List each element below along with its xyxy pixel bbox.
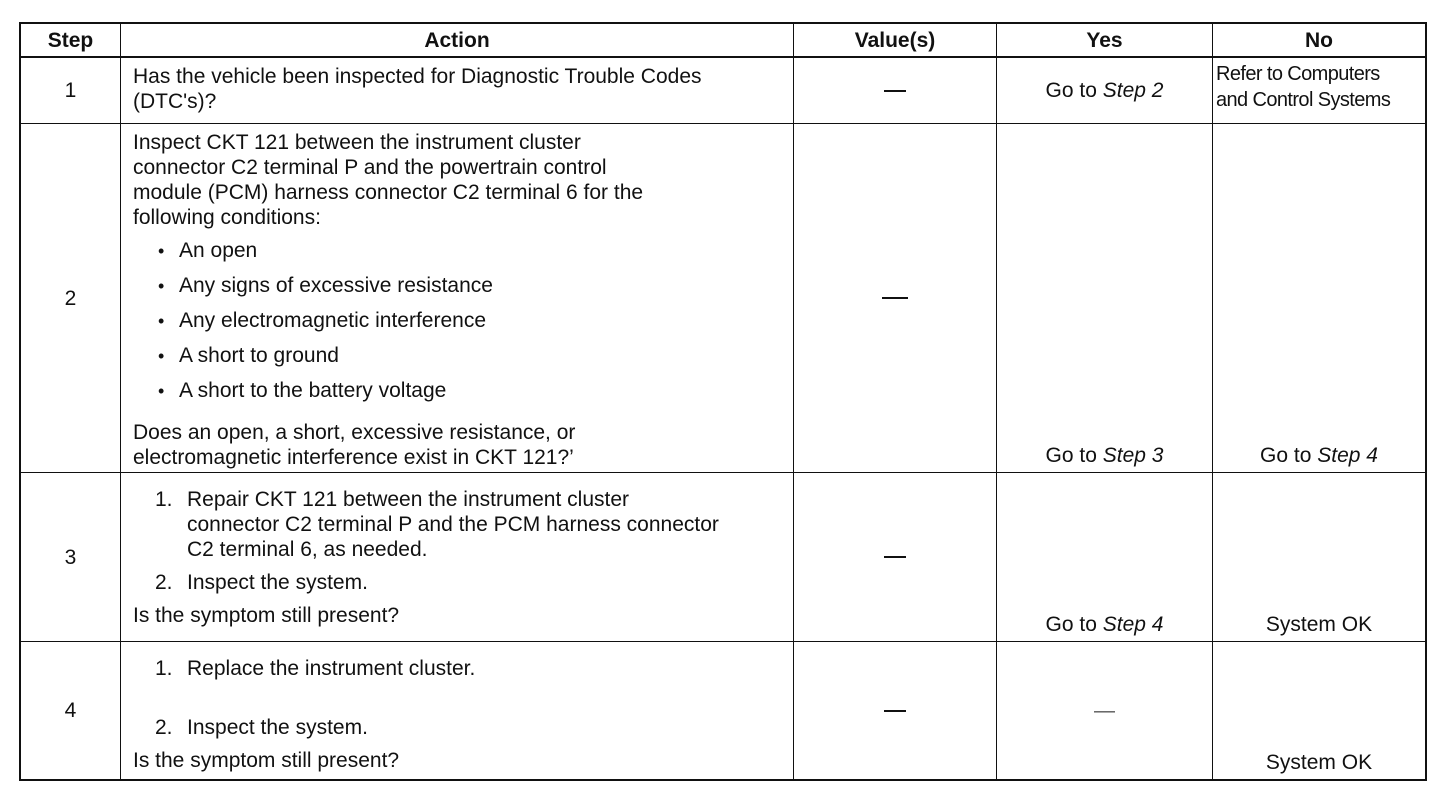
list-item-text: Inspect the system. <box>187 716 368 739</box>
action-cell <box>121 58 794 124</box>
no-cell-text: System OK <box>1265 613 1373 636</box>
action-question: Is the symptom still present? <box>133 604 400 627</box>
header-yes: Yes <box>997 24 1213 58</box>
values-cell <box>794 58 997 124</box>
go-to-prefix: Go to <box>1045 79 1103 102</box>
go-to-step: Step 2 <box>1102 79 1164 102</box>
header-no: No <box>1213 24 1425 58</box>
list-item-number: 1. <box>155 488 173 511</box>
go-to-step: Step 3 <box>1102 444 1164 467</box>
list-item: • An open <box>155 239 783 274</box>
dash-mark <box>884 710 906 712</box>
action-question: Has the vehicle been inspected for Diagnostic Trouble Codes (DTC's)? <box>133 65 702 113</box>
go-to-step: Step 4 <box>1102 613 1164 636</box>
header-values: Value(s) <box>794 24 997 58</box>
action-cell <box>121 124 794 473</box>
list-item: • A short to ground <box>155 344 783 379</box>
values-cell <box>794 124 997 473</box>
values-cell <box>794 642 997 779</box>
go-to-step: Step 4 <box>1317 444 1378 467</box>
no-cell-text: System OK <box>1265 751 1373 774</box>
yes-cell-text: — <box>1094 699 1115 722</box>
action-intro: Inspect CKT 121 between the instrument cluster connector C2 terminal P and the powertrain control module (PCM) harness connector C2 terminal 6 for the following conditions: <box>133 131 644 229</box>
no-cell <box>1213 642 1425 779</box>
step-number: 3 <box>21 473 121 642</box>
go-to-prefix: Go to <box>1260 444 1318 467</box>
step-number: 2 <box>21 124 121 473</box>
list-item-text: Repair CKT 121 between the instrument cluster connector C2 terminal P and the PCM harness connector C2 terminal 6, as needed. <box>187 488 719 561</box>
list-item: • Any signs of excessive resistance <box>155 274 783 309</box>
list-item <box>155 656 783 681</box>
action-question: Is the symptom still present? <box>133 749 400 772</box>
go-to-prefix: Go to <box>1045 613 1103 636</box>
dash-mark <box>882 297 908 299</box>
step-list <box>133 487 783 595</box>
diagnostic-table <box>19 22 1427 781</box>
go-to-prefix: Go to <box>1045 444 1103 467</box>
condition-list <box>133 239 783 414</box>
yes-cell <box>997 124 1213 473</box>
list-item-number: 1. <box>155 657 173 680</box>
dash-mark <box>884 556 906 558</box>
yes-cell <box>997 58 1213 124</box>
values-cell <box>794 473 997 642</box>
yes-cell <box>997 642 1213 779</box>
step-list <box>133 656 783 740</box>
action-cell <box>121 642 794 779</box>
dash-mark <box>884 90 906 92</box>
list-item-text: Replace the instrument cluster. <box>187 657 476 680</box>
list-item-number: 2. <box>155 716 173 739</box>
list-item-number: 2. <box>155 571 173 594</box>
step-number: 1 <box>21 58 121 124</box>
list-item <box>155 487 783 562</box>
list-item: • A short to the battery voltage <box>155 379 783 414</box>
action-question: Does an open, a short, excessive resistance, or electromagnetic interference exist in CKT 121?’ <box>133 421 576 469</box>
list-item <box>155 715 783 740</box>
no-cell <box>1213 473 1425 642</box>
no-cell-text <box>1213 58 1425 113</box>
list-item: • Any electromagnetic interference <box>155 309 783 344</box>
action-cell <box>121 473 794 642</box>
list-item <box>155 570 783 595</box>
no-line-1: Refer to Computers <box>1216 63 1380 85</box>
no-cell <box>1213 58 1425 124</box>
header-step: Step <box>21 24 121 58</box>
yes-cell <box>997 473 1213 642</box>
no-cell <box>1213 124 1425 473</box>
list-item-text: Inspect the system. <box>187 571 368 594</box>
header-action: Action <box>121 24 794 58</box>
no-line-2: and Control Systems <box>1216 89 1391 111</box>
step-number: 4 <box>21 642 121 779</box>
